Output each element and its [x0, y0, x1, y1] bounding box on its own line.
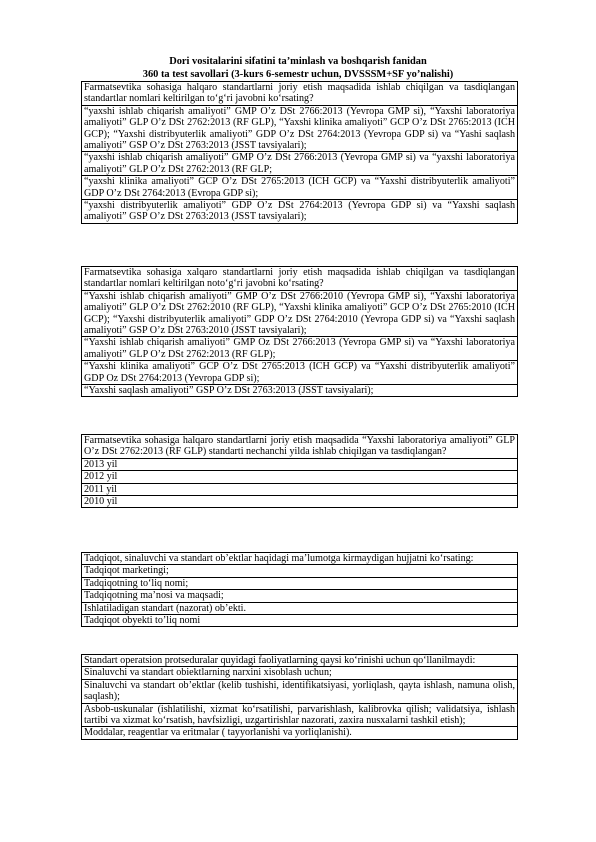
answer-option: “yaxshi ishlab chiqarish amaliyoti” GMP O’z DSt 2766:2013 (Yevropa GMP si), “Yaxshi laboratoriya amaliyoti” GLP O’z DSt 2762:2013 (RF GLP), “Yaxshi klinika amaliyoti” GCP O’z DSt 2765:2013 (ICH GCP); “Yaxshi distribyuterlik amaliyoti” GDP O’z DSt 2764:2013 (Yevropa GDP si) va “Yashi saqlash amaliyoti” GSP O’z DSt 2763:2013 (JSST tavsiyalari); — [82, 105, 518, 152]
question-block-2 — [81, 266, 518, 397]
answer-option: “Yaxshi ishlab chiqarish amaliyoti” GMP Oz DSt 2766:2013 (Yevropa GMP si) va “Yaxshi laboratoriya amaliyoti” GLP O’z DSt 2762:2013 (RF GLP); — [82, 337, 518, 361]
answer-option: “yaxshi distribyuterlik amaliyoti” GDP O’z DSt 2764:2013 (Yevropa GDP si) va “Yaxshi saqlash amaliyoti” GSP O’z DSt 2763:2013 (JSST tavsiyalari); — [82, 200, 518, 224]
answer-option: “yaxshi klinika amaliyoti” GCP O’z DSt 2765:2013 (ICH GCP) va “Yaxshi distribyuterlik amaliyoti” GDP O’z DSt 2764:2013 (Evropa GDP si); — [82, 176, 518, 200]
question-text: Farmatsevtika sohasiga halqaro standartlarni joriy etish maqsadida “Yaxshi laboratoriya amaliyoti” GLP O’z DSt 2762:2013 (RF GLP) standarti nechanchi yilda ishlab chiqilgan va tasdiqlangan? — [82, 435, 518, 459]
answer-option: Moddalar, reagentlar va eritmalar ( tayyorlanishi va yorliqlanishi). — [82, 727, 518, 739]
question-text: Farmatsevtika sohasiga halqaro standartlarni joriy etish maqsadida ishlab chiqilgan va tasdiqlangan standartlar nomlari keltirilgan to‘g‘ri javobni ko‘rsating? — [82, 82, 518, 106]
answer-option: “Yaxshi klinika amaliyoti” GCP O’z DSt 2765:2013 (ICH GCP) va “Yaxshi distribyuterlik amaliyoti” GDP Oz DSt 2764:2013 (Yevropa GDP si); — [82, 361, 518, 385]
answer-option: 2010 yil — [82, 496, 518, 508]
question-block-4 — [81, 552, 518, 627]
answer-option: Asbob-uskunalar (ishlatilishi, xizmat ko‘rsatilishi, parvarishlash, kalibrovka qilish; validatsiya, ishlash tartibi va xizmat ko‘rsatish, havfsizligi, uzgartirishlar nazorati, zaxira nusxalarni tashkil etish); — [82, 703, 518, 727]
question-block-5 — [81, 654, 518, 740]
answer-option: Tadqiqotning to‘liq nomi; — [82, 577, 518, 589]
answer-option: Sinaluvchi va standart obiektlarning narxini xisoblash uchun; — [82, 667, 518, 679]
answer-option: Tadqiqot marketingi; — [82, 565, 518, 577]
answer-option: Tadqiqotning ma’nosi va maqsadi; — [82, 590, 518, 602]
question-block-1 — [81, 81, 518, 224]
answer-option: Ishlatiladigan standart (nazorat) ob’ekti. — [82, 602, 518, 614]
question-text: Tadqiqot, sinaluvchi va standart ob’ektlar haqidagi ma’lumotga kirmaydigan hujjatni ko‘rsating: — [82, 553, 518, 565]
answer-option: 2012 yil — [82, 471, 518, 483]
answer-option: 2013 yil — [82, 458, 518, 470]
answer-option: “yaxshi ishlab chiqarish amaliyoti” GMP O’z DSt 2766:2013 (Yevropa GMP si) va “yaxshi laboratoriya amaliyoti” GLP O’z DSt 2762:2013 (RF GLP; — [82, 152, 518, 176]
question-text: Farmatsevtika sohasiga xalqaro standartlarni joriy etish maqsadida ishlab chiqilgan va tasdiqlangan standartlar nomlari keltirilgan noto‘g‘ri javobni ko‘rsating? — [82, 267, 518, 291]
answer-option: 2011 yil — [82, 483, 518, 495]
answer-option: Tadqiqot obyekti to’liq nomi — [82, 615, 518, 627]
question-block-3 — [81, 434, 518, 508]
answer-option: “Yaxshi saqlash amaliyoti” GSP O’z DSt 2763:2013 (JSST tavsiyalari); — [82, 385, 518, 397]
answer-option: Sinaluvchi va standart ob’ektlar (kelib tushishi, identifikatsiyasi, yorliqlash, qayta ishlash, namuna olish, saqlash); — [82, 679, 518, 703]
document-title: Dori vositalarini sifatini ta’minlash va boshqarish fanidan — [169, 56, 427, 67]
question-text: Standart operatsion protseduralar quyidagi faoliyatlarning qaysi ko‘rinishi uchun qo‘llanilmaydi: — [82, 655, 518, 667]
document-subtitle: 360 ta test savollari (3-kurs 6-semestr uchun, DVSSSM+SF yo’nalishi) — [142, 69, 454, 80]
answer-option: “Yaxshi ishlab chiqarish amaliyoti” GMP O’z DSt 2766:2010 (Yevropa GMP si), “Yaxshi laboratoriya amaliyoti” GLP O’z DSt 2762:2010 (RF GLP), “Yaxshi klinika amaliyoti” GCP O’z DSt 2765:2010 (ICH GCP); “Yaxshi distribyuterlik amaliyoti” GDP O’z DSt 2764:2010 (Yevropa GDP si) va “Yaxshi saqlash amaliyoti” GSP O’z DSt 2763:2010 (JSST tavsiyalari); — [82, 290, 518, 337]
